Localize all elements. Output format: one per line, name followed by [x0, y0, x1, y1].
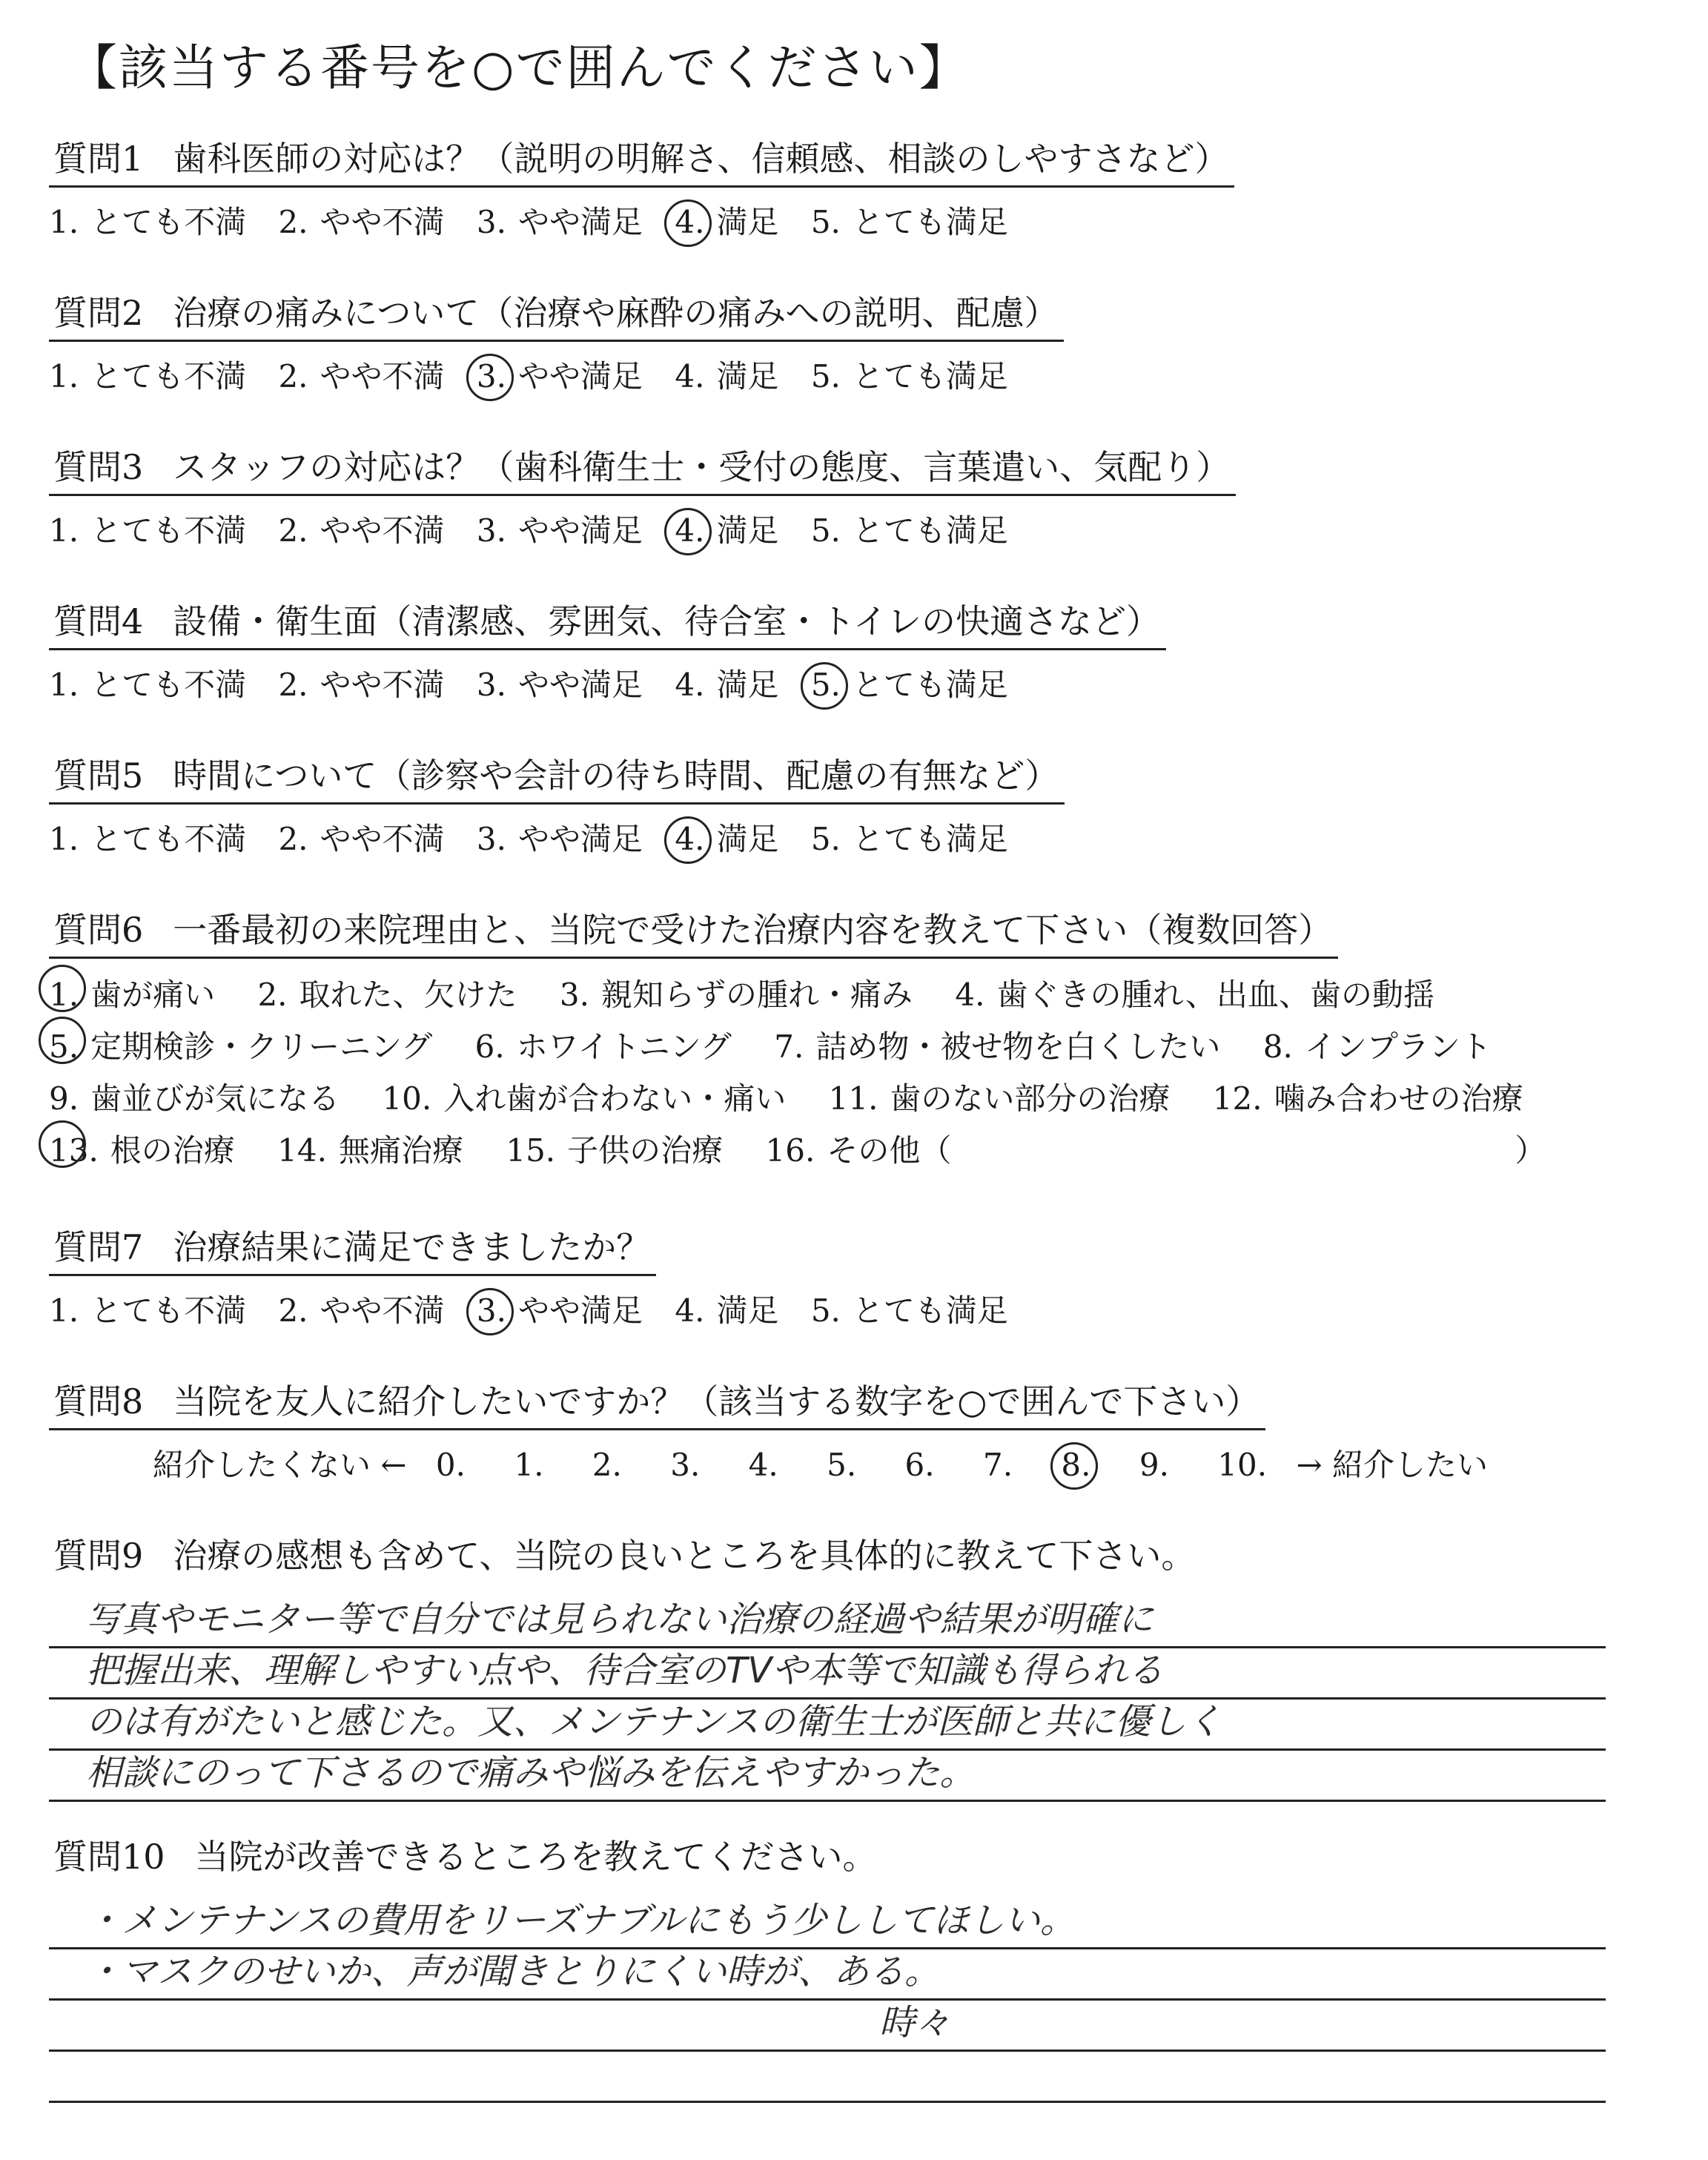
- option-5-selected[interactable]: 5. 定期検診・クリーニング: [49, 1021, 432, 1073]
- option-row: [49, 969, 1665, 1021]
- question-9-title: [49, 1529, 1201, 1582]
- option-1[interactable]: 1. とても不満: [49, 821, 247, 857]
- question-3-title: [49, 440, 1236, 496]
- option-3[interactable]: 3. やや満足: [476, 512, 643, 549]
- question-1-title: [49, 132, 1234, 188]
- option-5[interactable]: 5. とても満足: [810, 821, 1008, 857]
- question-3: [49, 440, 1665, 551]
- question-4-title: [49, 595, 1166, 650]
- scale-3[interactable]: 3.: [670, 1447, 701, 1483]
- option-row: [49, 1073, 1665, 1125]
- option-1[interactable]: 1. とても不満: [49, 204, 247, 240]
- scale-8-selected[interactable]: 8.: [1061, 1447, 1091, 1483]
- option-4[interactable]: 4. 満足: [675, 1292, 779, 1329]
- option-13-selected[interactable]: 13. 根の治療: [49, 1125, 235, 1177]
- option-4-selected[interactable]: 4. 満足: [675, 821, 779, 857]
- option-11[interactable]: 11. 歯のない部分の治療: [828, 1080, 1171, 1117]
- answer-options: [49, 661, 1665, 705]
- scale-9[interactable]: 9.: [1139, 1447, 1169, 1483]
- question-9: [49, 1529, 1665, 1802]
- option-6[interactable]: 6. ホワイトニング: [474, 1028, 732, 1065]
- option-5[interactable]: 5. とても満足: [810, 512, 1008, 549]
- answer-options: [49, 969, 1665, 1177]
- question-number: 質問2: [53, 293, 144, 333]
- answer-options: [49, 198, 1665, 242]
- option-4[interactable]: 4. 満足: [675, 667, 779, 703]
- option-14[interactable]: 14. 無痛治療: [277, 1132, 463, 1169]
- option-4-selected[interactable]: 4. 満足: [675, 512, 779, 549]
- answer-options: [49, 815, 1665, 859]
- handwritten-line: 時々: [49, 2001, 1606, 2052]
- question-1: [49, 132, 1665, 242]
- scale-2[interactable]: 2.: [592, 1447, 622, 1483]
- option-3[interactable]: 3. やや満足: [476, 204, 643, 240]
- scale-5[interactable]: 5.: [827, 1447, 857, 1483]
- option-1-selected[interactable]: 1. 歯が痛い: [49, 969, 215, 1021]
- question-4: [49, 595, 1665, 705]
- scale-0[interactable]: 0.: [435, 1447, 466, 1483]
- option-9[interactable]: 9. 歯並びが気になる: [49, 1080, 340, 1117]
- option-1[interactable]: 1. とても不満: [49, 1292, 247, 1329]
- scale-left-label: 紹介したくない ←: [153, 1447, 407, 1483]
- question-8-title: [49, 1375, 1265, 1430]
- option-1[interactable]: 1. とても不満: [49, 667, 247, 703]
- question-number: 質問7: [53, 1227, 144, 1267]
- option-7[interactable]: 7. 詰め物・被せ物を白くしたい: [774, 1028, 1221, 1065]
- answer-area[interactable]: [49, 1898, 1606, 2103]
- question-2: [49, 286, 1665, 397]
- option-2[interactable]: 2. やや不満: [278, 512, 445, 549]
- question-text: 治療の痛みについて（治療や麻酔の痛みへの説明、配慮）: [173, 293, 1059, 333]
- question-8: [49, 1375, 1665, 1485]
- option-3[interactable]: 3. 親知らずの腫れ・痛み: [559, 977, 913, 1013]
- question-text: スタッフの対応は？（歯科衛生士・受付の態度、言葉遣い、気配り）: [173, 447, 1231, 487]
- question-number: 質問10: [53, 1837, 165, 1877]
- option-12[interactable]: 12. 噛み合わせの治療: [1212, 1080, 1523, 1117]
- question-7-title: [49, 1221, 656, 1276]
- scale-1[interactable]: 1.: [514, 1447, 544, 1483]
- question-10-title: [49, 1830, 883, 1883]
- handwritten-line: ・メンテナンスの費用をリーズナブルにもう少ししてほしい。: [49, 1898, 1606, 1949]
- question-number: 質問3: [53, 447, 144, 487]
- question-number: 質問9: [53, 1536, 144, 1576]
- question-text: 当院を友人に紹介したいですか？（該当する数字を○で囲んで下さい）: [173, 1381, 1260, 1421]
- option-8[interactable]: 8. インプラント: [1262, 1028, 1492, 1065]
- question-text: 一番最初の来院理由と、当院で受けた治療内容を教えて下さい（複数回答）: [173, 910, 1333, 950]
- option-row: [49, 1125, 1665, 1177]
- option-2[interactable]: 2. 取れた、欠けた: [257, 977, 517, 1013]
- option-10[interactable]: 10. 入れ歯が合わない・痛い: [382, 1080, 787, 1117]
- option-4[interactable]: 4. 歯ぐきの腫れ、出血、歯の動揺: [955, 977, 1434, 1013]
- question-5-title: [49, 749, 1065, 805]
- page-title: 【該当する番号を○で囲んでください】: [68, 39, 970, 96]
- question-text: 治療結果に満足できましたか？: [173, 1227, 651, 1267]
- scale-4[interactable]: 4.: [748, 1447, 778, 1483]
- question-text: 治療の感想も含めて、当院の良いところを具体的に教えて下さい。: [173, 1536, 1196, 1576]
- question-text: 設備・衛生面（清潔感、雰囲気、待合室・トイレの快適さなど）: [173, 601, 1160, 641]
- question-5: [49, 749, 1665, 859]
- question-10: [49, 1830, 1665, 2103]
- option-16-other[interactable]: 16. その他（ ）: [765, 1132, 1546, 1169]
- option-4-selected[interactable]: 4. 満足: [675, 204, 779, 240]
- question-text: 歯科医師の対応は？（説明の明解さ、信頼感、相談のしやすさなど）: [173, 139, 1229, 179]
- option-2[interactable]: 2. やや不満: [278, 204, 445, 240]
- answer-area[interactable]: [49, 1597, 1606, 1802]
- recommend-scale: [49, 1441, 1665, 1485]
- question-text: 当院が改善できるところを教えてください。: [194, 1837, 877, 1877]
- option-2[interactable]: 2. やや不満: [278, 1292, 445, 1329]
- handwritten-line: のは有がたいと感じた。又、メンテナンスの衛生士が医師と共に優しく: [49, 1700, 1606, 1751]
- scale-right-label: → 紹介したい: [1296, 1447, 1488, 1483]
- scale-7[interactable]: 7.: [982, 1447, 1013, 1483]
- handwritten-line: 相談にのって下さるので痛みや悩みを伝えやすかった。: [49, 1751, 1606, 1802]
- option-2[interactable]: 2. やや不満: [278, 358, 445, 394]
- option-1[interactable]: 1. とても不満: [49, 512, 247, 549]
- handwritten-line: ・マスクのせいか、声が聞きとりにくい時が、ある。: [49, 1949, 1606, 2001]
- option-2[interactable]: 2. やや不満: [278, 821, 445, 857]
- scale-10[interactable]: 10.: [1217, 1447, 1268, 1483]
- question-7: [49, 1221, 1665, 1331]
- option-1[interactable]: 1. とても不満: [49, 358, 247, 394]
- option-5[interactable]: 5. とても満足: [810, 1292, 1008, 1329]
- option-3[interactable]: 3. やや満足: [476, 667, 643, 703]
- answer-options: [49, 506, 1665, 551]
- question-number: 質問8: [53, 1381, 144, 1421]
- question-6: [49, 903, 1665, 1177]
- option-row: [49, 1021, 1665, 1073]
- option-5[interactable]: 5. とても満足: [810, 204, 1008, 240]
- question-text: 時間について（診察や会計の待ち時間、配慮の有無など）: [173, 756, 1059, 796]
- option-3-selected[interactable]: 3. やや満足: [476, 1292, 643, 1329]
- option-15[interactable]: 15. 子供の治療: [506, 1132, 724, 1169]
- question-6-title: [49, 903, 1338, 959]
- question-number: 質問4: [53, 601, 144, 641]
- handwritten-line: 写真やモニター等で自分では見られない治療の経過や結果が明確に: [49, 1597, 1606, 1648]
- question-2-title: [49, 286, 1064, 342]
- scale-6[interactable]: 6.: [904, 1447, 935, 1483]
- question-number: 質問5: [53, 756, 144, 796]
- option-4[interactable]: 4. 満足: [675, 358, 779, 394]
- handwritten-line: 把握出来、理解しやすい点や、待合室のTVや本等で知識も得られる: [49, 1648, 1606, 1700]
- question-number: 質問6: [53, 910, 144, 950]
- option-3[interactable]: 3. やや満足: [476, 821, 643, 857]
- option-5[interactable]: 5. とても満足: [810, 358, 1008, 394]
- answer-options: [49, 1287, 1665, 1331]
- option-2[interactable]: 2. やや不満: [278, 667, 445, 703]
- handwritten-line: [49, 2052, 1606, 2103]
- option-3-selected[interactable]: 3. やや満足: [476, 358, 643, 394]
- question-number: 質問1: [53, 139, 144, 179]
- option-5-selected[interactable]: 5. とても満足: [810, 667, 1008, 703]
- answer-options: [49, 352, 1665, 397]
